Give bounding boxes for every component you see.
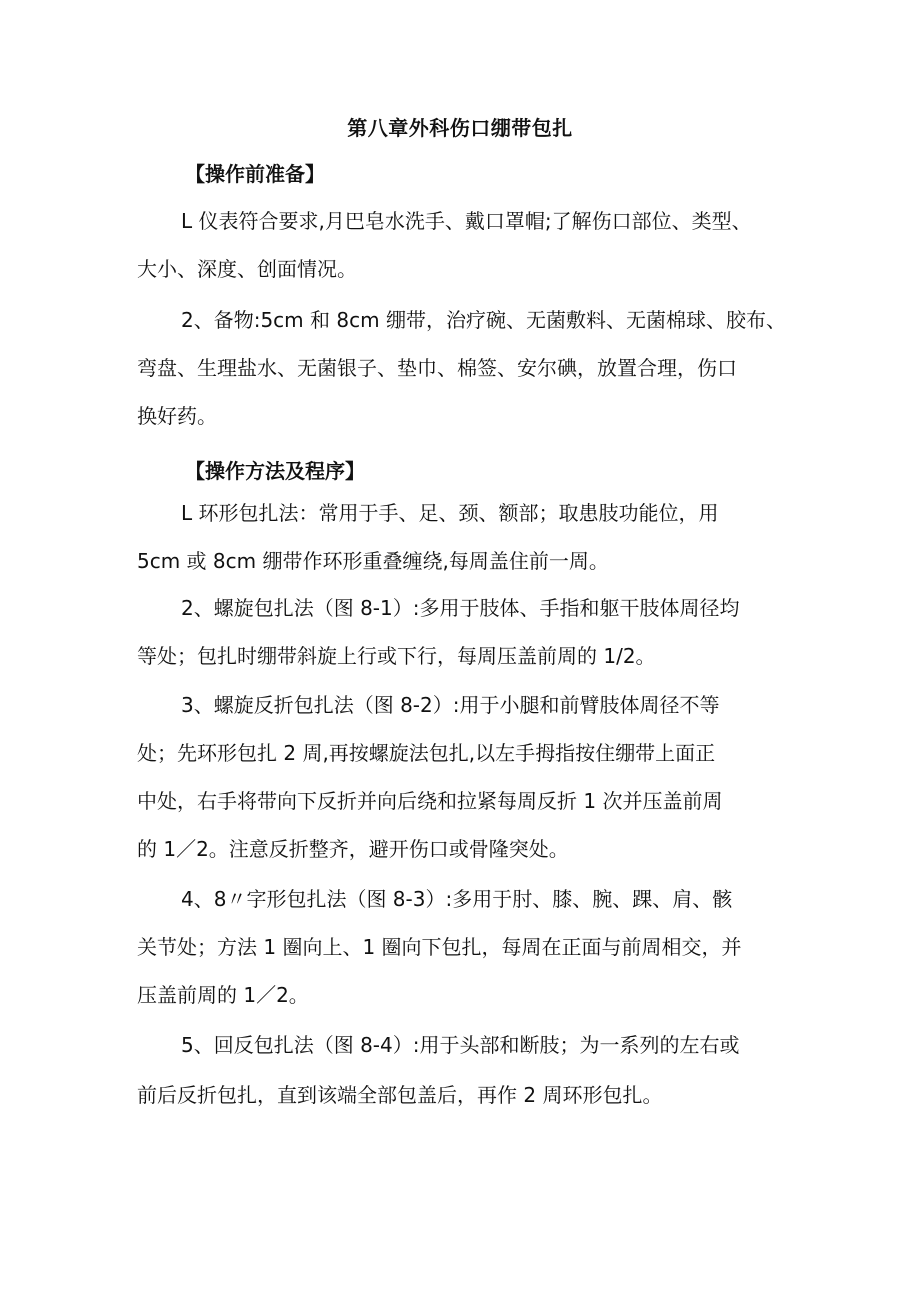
prep-item-2 <box>137 296 817 440</box>
method-item-4-line-2: 关节处；方法 1 圈向上、1 圈向下包扎，每周在正面与前周相交，并 <box>137 935 742 959</box>
method-item-3-line-1: 3、螺旋反折包扎法（图 8-2）:用于小腿和前臂肢体周径不等 <box>181 693 720 717</box>
method-item-3-line-2: 处；先环形包扎 2 周,再按螺旋法包扎,以左手拇指按住绷带上面正 <box>137 741 716 765</box>
prep-item-1-line-1: L 仪表符合要求,月巴皂水洗手、戴口罩帽;了解伤口部位、类型、 <box>181 209 752 233</box>
section-heading-method: 【操作方法及程序】 <box>185 459 365 483</box>
method-item-3-line-4: 的 1／2。注意反折整齐，避开伤口或骨隆突处。 <box>137 837 569 861</box>
method-item-4 <box>137 875 817 1019</box>
prep-item-2-line-1: 2、备物:5cm 和 8cm 绷带，治疗碗、无菌敷料、无菌棉球、胶布、 <box>181 308 786 332</box>
prep-item-2-line-2: 弯盘、生理盐水、无菌银子、垫巾、棉签、安尔碘，放置合理，伤口 <box>137 356 737 380</box>
method-item-2-line-2: 等处；包扎时绷带斜旋上行或下行，每周压盖前周的 1/2。 <box>137 644 656 668</box>
method-item-5-line-1: 5、回反包扎法（图 8-4）:用于头部和断肢；为一系列的左右或 <box>181 1033 740 1057</box>
prep-item-1 <box>137 197 817 293</box>
method-item-1-line-2: 5cm 或 8cm 绷带作环形重叠缠绕,每周盖住前一周。 <box>137 549 609 573</box>
section-heading-prep: 【操作前准备】 <box>185 162 325 186</box>
method-item-1-line-1: L 环形包扎法：常用于手、足、颈、额部；取患肢功能位，用 <box>181 501 719 525</box>
method-item-3-line-3: 中处，右手将带向下反折并向后绕和拉紧每周反折 1 次并压盖前周 <box>137 789 723 813</box>
prep-item-1-line-2: 大小、深度、创面情况。 <box>137 257 357 281</box>
method-item-1 <box>137 489 817 585</box>
method-item-3 <box>137 681 817 873</box>
method-item-4-line-3: 压盖前周的 1／2。 <box>137 983 309 1007</box>
method-item-2-line-1: 2、螺旋包扎法（图 8-1）:多用于肢体、手指和躯干肢体周径均 <box>181 596 740 620</box>
page-title: 第八章外科伤口绷带包扎 <box>347 116 573 140</box>
prep-item-2-line-3: 换好药。 <box>137 404 217 428</box>
method-item-5 <box>137 1021 817 1119</box>
method-item-2 <box>137 584 817 680</box>
method-item-4-line-1: 4、8〃字形包扎法（图 8-3）:多用于肘、膝、腕、踝、肩、骸 <box>181 887 733 911</box>
method-item-5-line-2: 前后反折包扎，直到该端全部包盖后，再作 2 周环形包扎。 <box>137 1083 663 1107</box>
